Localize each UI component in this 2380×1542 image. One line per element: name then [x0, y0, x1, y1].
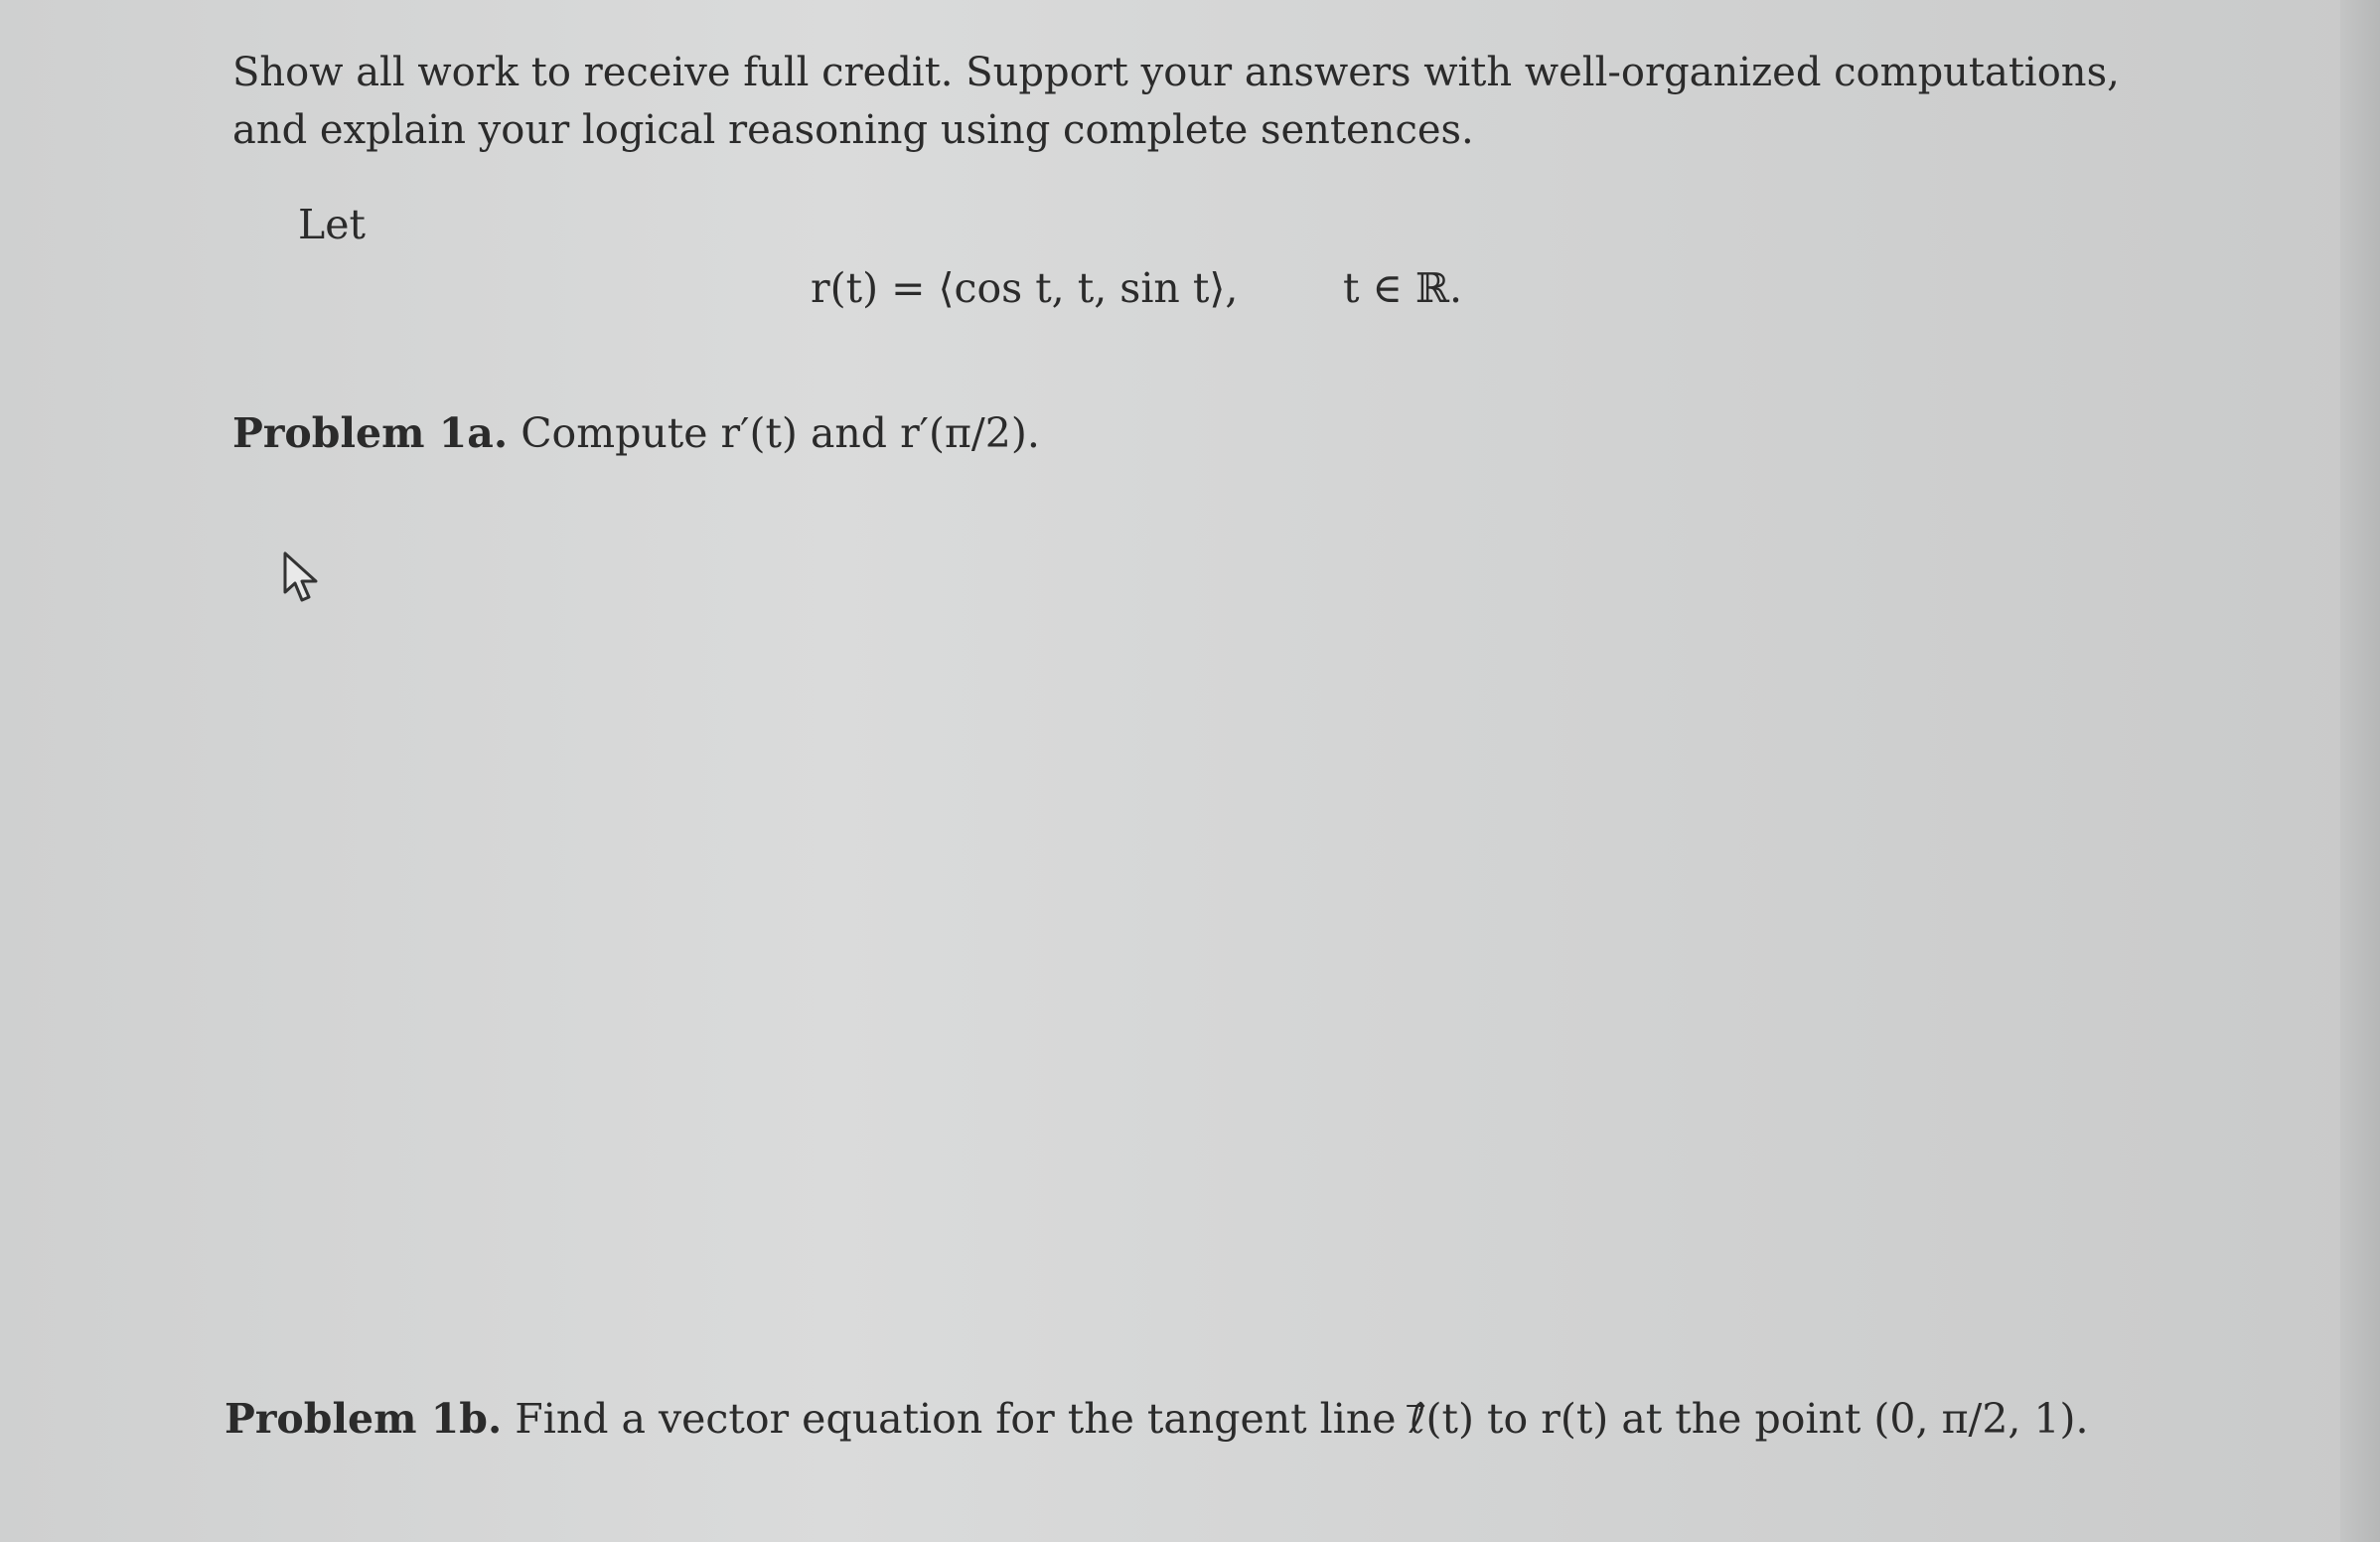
- problem-1b-text: Find a vector equation for the tangent line ℓ⃗(t) to r(t) at the point (0, π/2, 1).: [515, 1395, 2089, 1443]
- screen-edge: [2340, 0, 2380, 1542]
- instructions-line-2: and explain your logical reasoning using complete sentences.: [232, 107, 1474, 153]
- instructions: [232, 44, 2120, 159]
- mouse-pointer-icon: [282, 550, 322, 606]
- problem-1b: [224, 1395, 2089, 1443]
- problem-1a: [232, 409, 1040, 457]
- let-label: Let: [298, 201, 366, 248]
- domain-statement: t ∈ ℝ.: [1343, 264, 1462, 312]
- problem-1b-label: Problem 1b.: [224, 1395, 503, 1443]
- vector-function-equation: r(t) = ⟨cos t, t, sin t⟩,: [811, 264, 1239, 312]
- instructions-line-1: Show all work to receive full credit. Support your answers with well-organized computations,: [232, 50, 2120, 95]
- problem-1a-label: Problem 1a.: [232, 409, 509, 457]
- problem-1a-text: Compute r′(t) and r′(π/2).: [521, 409, 1040, 457]
